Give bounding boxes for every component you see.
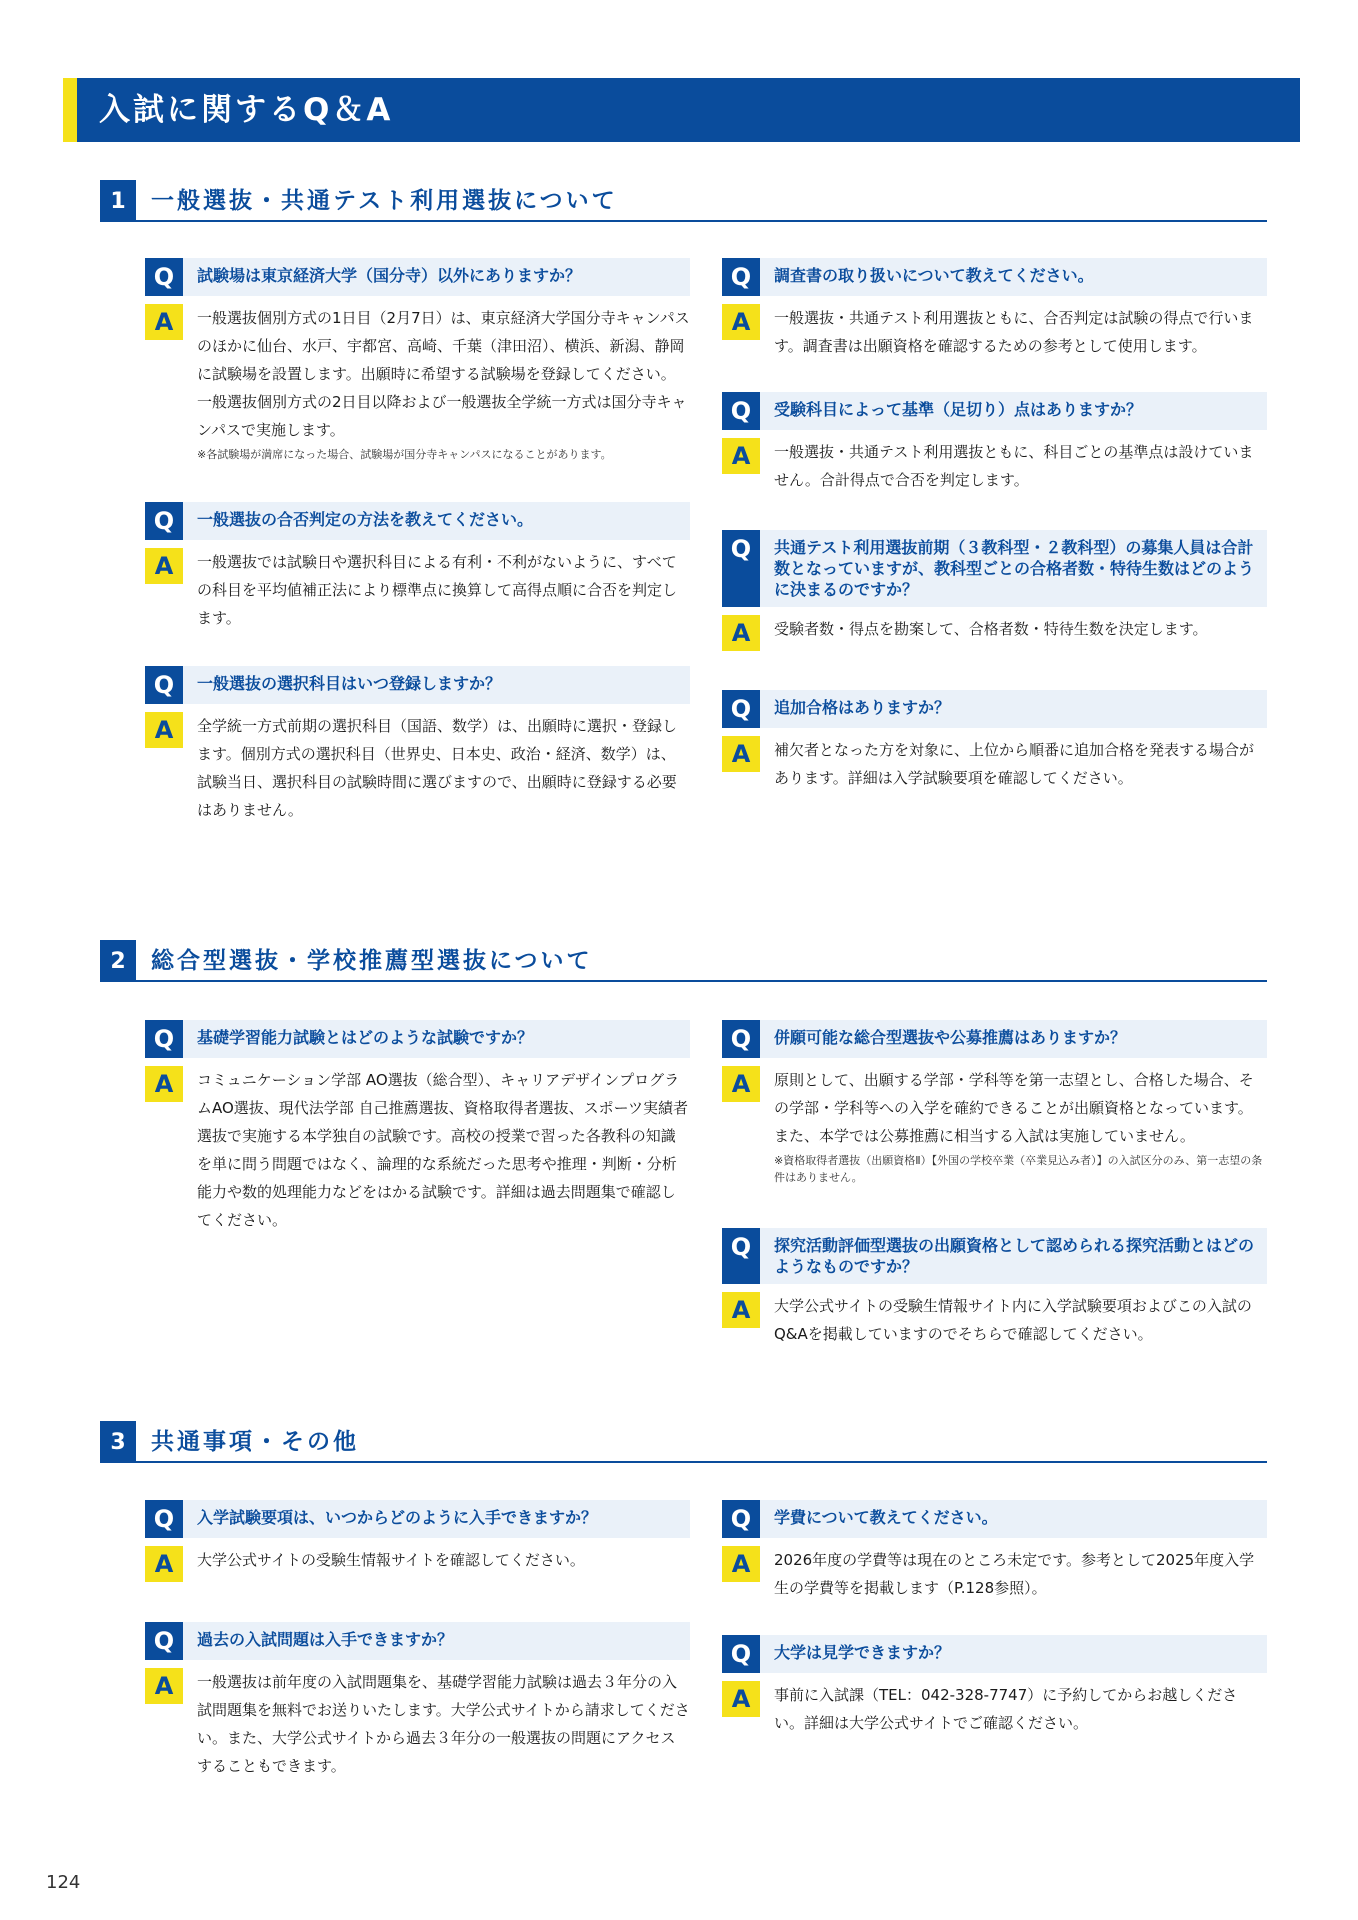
question-text: 調査書の取り扱いについて教えてください。 xyxy=(774,266,1094,285)
page-number: 124 xyxy=(46,1872,81,1893)
qa-item xyxy=(145,502,690,632)
a-badge: A xyxy=(722,1066,760,1102)
section-header-2 xyxy=(100,940,1267,982)
answer-text: 補欠者となった方を対象に、上位から順番に追加合格を発表する場合があります。詳細は入学試験要項を確認してください。 xyxy=(774,741,1255,787)
q-badge: Q xyxy=(145,1020,183,1058)
section-title: 一般選抜・共通テスト利用選抜について xyxy=(151,188,618,214)
qa-item xyxy=(722,1635,1267,1737)
q-badge: Q xyxy=(722,392,760,430)
question-text: 試験場は東京経済大学（国分寺）以外にありますか？ xyxy=(197,266,582,285)
answer-text: 一般選抜個別方式の1日目（2月7日）は、東京経済大学国分寺キャンパスのほかに仙台、水戸、宇都宮、高崎、千葉（津田沼）、横浜、新潟、静岡に試験場を設置します。出願時に希望する試験場を登録してください。一般選抜個別方式の2日目以降および一般選抜全学統一方式は国分寺キャンパスで実施します。 xyxy=(197,309,690,439)
title-accent-bar xyxy=(63,78,77,142)
question-text: 追加合格はありますか？ xyxy=(774,698,951,717)
a-badge: A xyxy=(722,615,760,651)
a-badge: A xyxy=(145,1066,183,1102)
a-badge: A xyxy=(722,438,760,474)
qa-item xyxy=(145,258,690,463)
a-badge: A xyxy=(145,548,183,584)
qa-item xyxy=(722,1500,1267,1602)
a-badge: A xyxy=(722,1681,760,1717)
answer-text: 2026年度の学費等は現在のところ未定です。参考として2025年度入学生の学費等を掲載します（P.128参照）。 xyxy=(774,1551,1255,1597)
q-badge: Q xyxy=(145,1500,183,1538)
qa-item xyxy=(145,1622,690,1780)
section-number: 1 xyxy=(100,180,136,220)
answer-text: 事前に入試課（TEL：042-328-7747）に予約してからお越しください。詳細は大学公式サイトでご確認ください。 xyxy=(774,1686,1238,1732)
a-badge: A xyxy=(722,1546,760,1582)
a-badge: A xyxy=(722,1292,760,1328)
qa-item xyxy=(722,1228,1267,1348)
question-text: 過去の入試問題は入手できますか？ xyxy=(197,1630,454,1649)
qa-item xyxy=(722,690,1267,792)
qa-item xyxy=(722,258,1267,360)
question-text: 一般選抜の選択科目はいつ登録しますか？ xyxy=(197,674,502,693)
answer-text: 受験者数・得点を勘案して、合格者数・特待生数を決定します。 xyxy=(774,620,1208,638)
q-badge: Q xyxy=(722,258,760,296)
question-text: 一般選抜の合否判定の方法を教えてください。 xyxy=(197,510,534,529)
question-text: 併願可能な総合型選抜や公募推薦はありますか？ xyxy=(774,1028,1127,1047)
answer-note: ※各試験場が満席になった場合、試験場が国分寺キャンパスになることがあります。 xyxy=(197,448,612,461)
question-text: 受験科目によって基準（足切り）点はありますか？ xyxy=(774,400,1143,419)
q-badge: Q xyxy=(145,258,183,296)
page-title: 入試に関するQ＆A xyxy=(99,92,394,128)
q-badge: Q xyxy=(722,1635,760,1673)
q-badge: Q xyxy=(145,1622,183,1660)
section-header-1 xyxy=(100,180,1267,222)
answer-text: 一般選抜では試験日や選択科目による有利・不利がないように、すべての科目を平均値補正法により標準点に換算して高得点順に合否を判定します。 xyxy=(197,553,678,627)
qa-item xyxy=(145,1500,690,1578)
question-text: 学費について教えてください。 xyxy=(774,1508,998,1527)
a-badge: A xyxy=(145,712,183,748)
q-badge: Q xyxy=(145,666,183,704)
question-text: 基礎学習能力試験とはどのような試験ですか？ xyxy=(197,1028,534,1047)
answer-text: 全学統一方式前期の選択科目（国語、数学）は、出願時に選択・登録します。個別方式の選択科目（世界史、日本史、政治・経済、数学）は、試験当日、選択科目の試験時間に選びますので、出願時に登録する必要はありません。 xyxy=(197,717,678,819)
q-badge: Q xyxy=(722,1228,760,1284)
qa-item xyxy=(722,392,1267,494)
section-number: 3 xyxy=(100,1421,136,1461)
q-badge: Q xyxy=(145,502,183,540)
page-title-bar xyxy=(63,78,1300,142)
section-number: 2 xyxy=(100,940,136,980)
a-badge: A xyxy=(145,1546,183,1582)
q-badge: Q xyxy=(722,530,760,607)
answer-text: 一般選抜・共通テスト利用選抜ともに、合否判定は試験の得点で行います。調査書は出願資格を確認するための参考として使用します。 xyxy=(774,309,1254,355)
answer-text: 一般選抜は前年度の入試問題集を、基礎学習能力試験は過去３年分の入試問題集を無料でお送りいたします。大学公式サイトから請求してください。また、大学公式サイトから過去３年分の一般選抜の問題にアクセスすることもできます。 xyxy=(197,1673,690,1775)
qa-item xyxy=(722,1020,1267,1186)
section-title: 総合型選抜・学校推薦型選抜について xyxy=(151,948,593,974)
answer-text: 一般選抜・共通テスト利用選抜ともに、科目ごとの基準点は設けていません。合計得点で合否を判定します。 xyxy=(774,443,1254,489)
qa-item xyxy=(145,666,690,824)
qa-item xyxy=(722,530,1267,647)
a-badge: A xyxy=(722,304,760,340)
question-text: 探究活動評価型選抜の出願資格として認められる探究活動とはどのようなものですか？ xyxy=(774,1236,1255,1276)
question-text: 共通テスト利用選抜前期（３教科型・２教科型）の募集人員は合計数となっていますが、教科型ごとの合格者数・特待生数はどのように決まるのですか？ xyxy=(774,538,1255,599)
question-text: 大学は見学できますか？ xyxy=(774,1643,951,1662)
section-title: 共通事項・その他 xyxy=(151,1429,359,1455)
q-badge: Q xyxy=(722,690,760,728)
a-badge: A xyxy=(145,1668,183,1704)
q-badge: Q xyxy=(722,1020,760,1058)
a-badge: A xyxy=(145,304,183,340)
qa-item xyxy=(145,1020,690,1234)
answer-note: ※資格取得者選抜（出願資格Ⅱ）【外国の学校卒業（卒業見込み者）】の入試区分のみ、第一志望の条件はありません。 xyxy=(774,1154,1263,1184)
question-text: 入学試験要項は、いつからどのように入手できますか？ xyxy=(197,1508,598,1527)
answer-text: 大学公式サイトの受験生情報サイト内に入学試験要項およびこの入試のQ&Aを掲載していますのでそちらで確認してください。 xyxy=(774,1297,1252,1343)
answer-text: コミュニケーション学部 AO選抜（総合型）、キャリアデザインプログラムAO選抜、現代法学部 自己推薦選抜、資格取得者選抜、スポーツ実績者選抜で実施する本学独自の試験です。高校の授業で習った各教科の知識を単に問う問題ではなく、論理的な系統だった思考や推理・判断・分析能力や数的処理能力などをはかる試験です。詳細は過去問題集で確認してください。 xyxy=(197,1071,688,1229)
answer-text: 原則として、出願する学部・学科等を第一志望とし、合格した場合、その学部・学科等への入学を確約できることが出願資格となっています。また、本学では公募推薦に相当する入試は実施していません。 xyxy=(774,1071,1254,1145)
answer-text: 大学公式サイトの受験生情報サイトを確認してください。 xyxy=(197,1551,585,1569)
a-badge: A xyxy=(722,736,760,772)
section-header-3 xyxy=(100,1421,1267,1463)
q-badge: Q xyxy=(722,1500,760,1538)
